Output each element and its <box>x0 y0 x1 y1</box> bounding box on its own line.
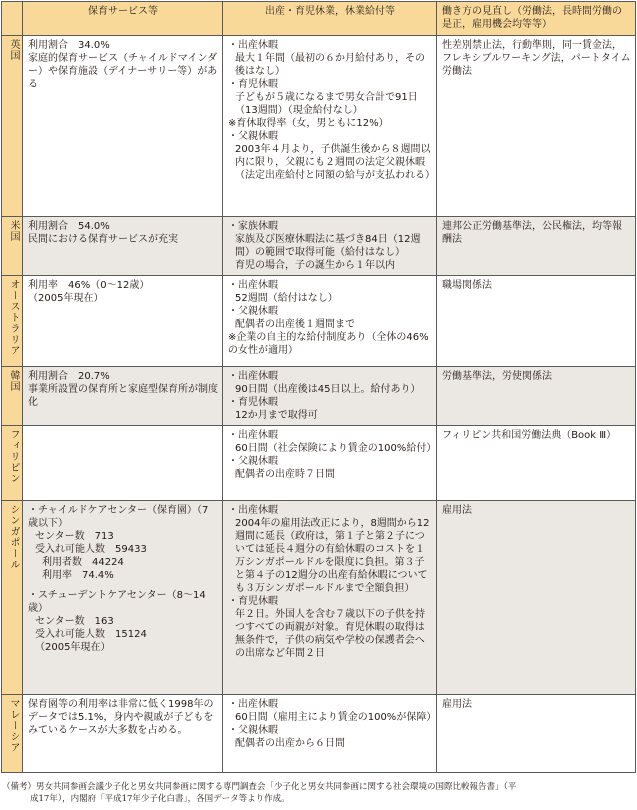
childcare-line: 事業所設置の保育所と家庭型保育所が制度化 <box>28 384 218 408</box>
childcare-cell <box>23 426 223 501</box>
leave-line: ・出産休暇 <box>228 505 278 516</box>
leave-line: 配偶者の出産後１週間まで <box>235 319 355 330</box>
childcare-line: センター数 163 <box>35 616 114 627</box>
childcare-line: 利用割合 20.7% <box>28 371 110 382</box>
workstyle-line: 職場関係法 <box>442 280 492 291</box>
childcare-line: 利用割合 34.0% <box>28 40 110 51</box>
childcare-line: 保育園等の利用率は非常に低く1998年のデータでは5.1%，身内や親戚が子どもをみているケースが大多数を占める。 <box>28 699 214 736</box>
leave-line: ・父親休暇 <box>228 725 278 736</box>
country-cell <box>2 367 23 426</box>
leave-line: 最大１年間（最初の６か月給付あり，その後はなし） <box>235 53 425 77</box>
country-name: 英国 <box>8 39 19 61</box>
leave-line: 60日間（社会保険により賃金の100%給付） <box>235 443 437 454</box>
leave-cell <box>223 501 437 695</box>
country-cell <box>2 695 23 773</box>
leave-line: 2003年４月より，子供誕生後から８週間以内に限り，父親にも２週間の法定父親休暇（法定出産給付と同額の給与が支払われる） <box>235 144 435 181</box>
leave-cell <box>223 367 437 426</box>
leave-line: ・育児休暇 <box>228 397 278 408</box>
leave-cell <box>223 695 437 773</box>
leave-line: 年２日。外国人を含む７歳以下の子供を持つすべての両親が対象。育児休暇の取得は無条件で，子供の病気や学校の保護者会への出席など年間２日 <box>235 609 425 659</box>
leave-cell <box>223 36 437 217</box>
leave-line: 2004年の雇用法改正により，8週間から12週間に延長（政府は，第１子と第２子については延長４週分の有給休暇のコストを１万シンガポールドルを限度に負担。第３子と第４子の12週分の出産有給休暇についても３万シンガポールドルまで全額負担） <box>235 518 430 594</box>
childcare-line: 受入れ可能人数 59433 <box>35 544 147 555</box>
childcare-line: 家庭的保育サービス（チャイルドマインダー）や保育施設（デイナーサリー等）がある <box>28 53 218 90</box>
leave-line: ・父親休暇 <box>228 456 278 467</box>
childcare-line: 利用割合 54.0% <box>28 221 110 232</box>
childcare-line: （2005年現在） <box>35 642 111 653</box>
workstyle-cell <box>437 426 636 501</box>
country-name: 米国 <box>8 220 19 242</box>
row-singapore <box>2 501 636 695</box>
childcare-cell <box>23 367 223 426</box>
childcare-line: ・スチューデントケアセンター（8～14歳） <box>28 590 206 614</box>
country-cell <box>2 276 23 367</box>
workstyle-line: 性差別禁止法，行動準則，同一賃金法，フレキシブルワーキング法，パートタイム労働法 <box>442 40 631 77</box>
header-row <box>2 2 636 36</box>
childcare-cell <box>23 501 223 695</box>
childcare-line: 利用率 46%（0～12歳） <box>28 280 150 291</box>
leave-line: 12か月まで取得可 <box>235 410 318 421</box>
workstyle-cell <box>437 276 636 367</box>
workstyle-cell <box>437 501 636 695</box>
leave-line: 配偶者の出産時７日間 <box>235 469 335 480</box>
country-name: 韓国 <box>8 370 19 392</box>
childcare-line: 利用率 74.4% <box>42 570 114 581</box>
leave-note: ※育休取得率（女，男ともに12%） <box>228 118 389 129</box>
header-country <box>2 2 23 36</box>
childcare-cell <box>23 276 223 367</box>
workstyle-line: 労働基準法，労使関係法 <box>442 371 552 382</box>
leave-line: ・育児休暇 <box>228 79 278 90</box>
leave-cell <box>223 276 437 367</box>
row-australia <box>2 276 636 367</box>
country-name: マレーシア <box>8 698 19 753</box>
country-cell <box>2 501 23 695</box>
leave-note: ※企業の自主的な給付制度あり（全体の46%の女性が適用） <box>228 332 429 356</box>
country-cell <box>2 36 23 217</box>
leave-cell <box>223 217 437 276</box>
childcare-cell <box>23 217 223 276</box>
header-childcare: 保育サービス等 <box>23 2 223 36</box>
leave-line: ・出産休暇 <box>228 280 278 291</box>
row-uk <box>2 36 636 217</box>
row-korea <box>2 367 636 426</box>
workstyle-line: 雇用法 <box>442 505 472 516</box>
workstyle-cell <box>437 695 636 773</box>
footnote <box>2 781 634 805</box>
workstyle-cell <box>437 36 636 217</box>
country-cell <box>2 426 23 501</box>
childcare-line: 民間における保育サービスが充実 <box>28 234 178 245</box>
country-cell <box>2 217 23 276</box>
workstyle-cell <box>437 367 636 426</box>
childcare-cell <box>23 695 223 773</box>
header-workstyle: 働き方の見直し（労働法，長時間労働の是正，雇用機会均等等） <box>437 2 636 36</box>
leave-line: ・育児休暇 <box>228 596 278 607</box>
leave-line: ・出産休暇 <box>228 40 278 51</box>
header-leave: 出産・育児休業，休業給付等 <box>223 2 437 36</box>
leave-line: ・出産休暇 <box>228 371 278 382</box>
workstyle-line: フィリピン共和国労働法典（Book Ⅲ） <box>442 430 617 441</box>
row-us <box>2 217 636 276</box>
childcare-line: ・チャイルドケアセンター（保育園）（7歳以下） <box>28 505 209 529</box>
childcare-cell <box>23 36 223 217</box>
country-name: オーストラリア <box>8 279 19 356</box>
leave-line: ・出産休暇 <box>228 699 278 710</box>
country-name: シンガポール <box>8 504 19 570</box>
childcare-line: 利用者数 44224 <box>42 557 124 568</box>
leave-line: ・出産休暇 <box>228 430 278 441</box>
leave-line: 配偶者の出産から６日間 <box>235 738 345 749</box>
leave-line: ・家族休暇 <box>228 221 278 232</box>
workstyle-line: 雇用法 <box>442 699 472 710</box>
workstyle-line: 連邦公正労働基準法，公民権法，均等報酬法 <box>442 221 622 245</box>
country-name: フィリピン <box>8 429 19 484</box>
footnote-line: （備考）男女共同参画会議少子化と男女共同参画に関する専門調査会「少子化と男女共同参画に関する社会環境の国際比較報告書」（平 <box>2 782 517 792</box>
leave-cell <box>223 426 437 501</box>
workstyle-cell <box>437 217 636 276</box>
leave-line: 90日間（出産後は45日以上。給付あり） <box>235 384 421 395</box>
childcare-line: （2005年現在） <box>28 293 104 304</box>
row-philippines <box>2 426 636 501</box>
leave-line: 60日間（雇用主により賃金の100%が保障） <box>235 712 437 723</box>
leave-line: 家族及び医療休暇法に基づき84日（12週間）の範囲で取得可能（給付はなし） <box>235 234 421 258</box>
row-malaysia <box>2 695 636 773</box>
leave-line: 52週間（給付はなし） <box>235 293 338 304</box>
childcare-line: センター数 713 <box>35 531 114 542</box>
leave-line: 育児の場合，子の誕生から１年以内 <box>235 260 395 271</box>
leave-line: ・父親休暇 <box>228 306 278 317</box>
leave-line: ・父親休暇 <box>228 131 278 142</box>
footnote-line: 成17年），内閣府「平成17年少子化白書」，各国データ等より作成。 <box>30 794 290 804</box>
policy-comparison-table <box>1 1 636 773</box>
childcare-line: 受入れ可能人数 15124 <box>35 629 147 640</box>
leave-line: 子どもが５歳になるまで男女合計で91日（13週間）（現金給付なし） <box>235 92 418 116</box>
